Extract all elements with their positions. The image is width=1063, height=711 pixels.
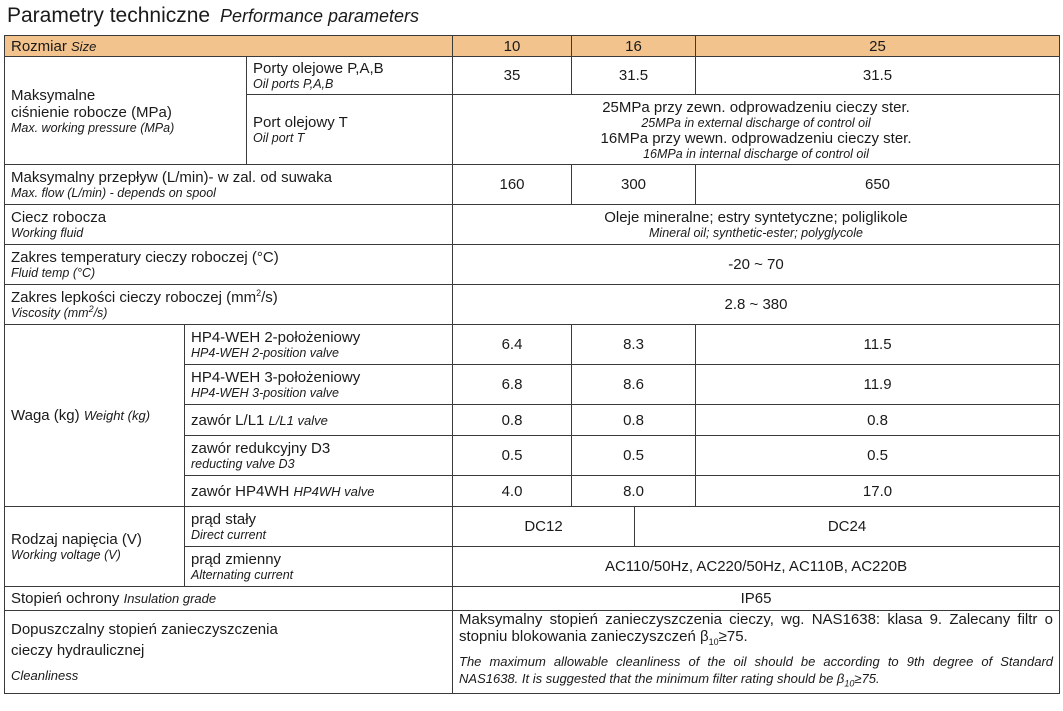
weight-value: 17.0 <box>696 476 1060 507</box>
weight-value: 11.9 <box>696 365 1060 405</box>
voltage-label: Rodzaj napięcia (V) Working voltage (V) <box>5 507 185 587</box>
weight-value: 0.8 <box>453 405 572 436</box>
title-polish: Parametry techniczne <box>7 4 211 27</box>
size-header-label: Rozmiar Size <box>5 36 453 57</box>
weight-value: 0.8 <box>696 405 1060 436</box>
weight-value: 6.4 <box>453 325 572 365</box>
temperature-row <box>5 245 1060 285</box>
port-t-label: Port olejowy T Oil port T <box>247 95 453 165</box>
weight-value: 8.0 <box>572 476 696 507</box>
size-16-header: 16 <box>572 36 696 57</box>
weight-value: 6.8 <box>453 365 572 405</box>
cleanliness-value: Maksymalny stopień zanieczyszczenia cieczy, wg. NAS1638: klasa 9. Zalecany filtr o stopniu blokowania zanieczyszczeń $\beta_{10}\ge 75$. The maximum allowable cleanliness of the oil should be according to 9th degree of Standard NAS1638. It is suggested that the minimum filter rating should be $\beta_{10}\ge 75$. <box>453 611 1060 694</box>
header-row <box>5 36 1060 57</box>
dc-value-small: DC12 <box>453 507 635 547</box>
weight-value: 11.5 <box>696 325 1060 365</box>
flow-size10: 160 <box>453 165 572 205</box>
insulation-row <box>5 587 1060 611</box>
pressure-pab-size16: 31.5 <box>572 57 696 95</box>
temperature-label: Zakres temperatury cieczy roboczej (°C) Fluid temp (°C) <box>5 245 453 285</box>
weight-row-hp4weh-2pos <box>5 325 1060 365</box>
weight-item-label: zawór L/L1 L/L1 valve <box>185 405 453 436</box>
flow-label: Maksymalny przepływ (L/min)- w zal. od suwaka Max. flow (L/min) - depends on spool <box>5 165 453 205</box>
ports-pab-label: Porty olejowe P,A,B Oil ports P,A,B <box>247 57 453 95</box>
pressure-pab-size25: 31.5 <box>696 57 1060 95</box>
fluid-row <box>5 205 1060 245</box>
pressure-label: Maksymalne ciśnienie robocze (MPa) Max. working pressure (MPa) <box>5 57 247 165</box>
flow-size16: 300 <box>572 165 696 205</box>
voltage-row-dc <box>5 507 1060 547</box>
weight-value: 0.5 <box>453 436 572 476</box>
temperature-value: -20 ~ 70 <box>453 245 1060 285</box>
pressure-row-pab <box>5 57 1060 95</box>
weight-value: 0.8 <box>572 405 696 436</box>
weight-item-label: zawór redukcyjny D3 reducting valve D3 <box>185 436 453 476</box>
weight-value: 8.6 <box>572 365 696 405</box>
dc-value-large: DC24 <box>635 507 1060 547</box>
weight-label: Waga (kg) Weight (kg) <box>5 325 185 507</box>
weight-item-label: HP4-WEH 2-położeniowy HP4-WEH 2-position valve <box>185 325 453 365</box>
viscosity-value: 2.8 ~ 380 <box>453 285 1060 325</box>
performance-parameters-table <box>4 35 1060 694</box>
alternating-current-label: prąd zmienny Alternating current <box>185 547 453 587</box>
title-english: Performance parameters <box>219 6 420 26</box>
fluid-value: Oleje mineralne; estry syntetyczne; poliglikole Mineral oil; synthetic-ester; polyglycole <box>453 205 1060 245</box>
flow-row <box>5 165 1060 205</box>
port-t-value: 25MPa przy zewn. odprowadzeniu cieczy ster. 25MPa in external discharge of control oil 16MPa przy wewn. odprowadzeniu cieczy ster. 16MPa in internal discharge of control oil <box>453 95 1060 165</box>
fluid-label: Ciecz robocza Working fluid <box>5 205 453 245</box>
flow-size25: 650 <box>696 165 1060 205</box>
viscosity-row <box>5 285 1060 325</box>
cleanliness-label: Dopuszczalny stopień zanieczyszczenia cieczy hydraulicznej Cleanliness <box>5 611 453 694</box>
weight-value: 8.3 <box>572 325 696 365</box>
viscosity-label: Zakres lepkości cieczy roboczej $(mm^2/s)$ Viscosity $(mm^2/s)$ <box>5 285 453 325</box>
cleanliness-row <box>5 611 1060 694</box>
weight-value: 0.5 <box>696 436 1060 476</box>
direct-current-label: prąd stały Direct current <box>185 507 453 547</box>
insulation-value: IP65 <box>453 587 1060 611</box>
weight-value: 4.0 <box>453 476 572 507</box>
insulation-label: Stopień ochrony Insulation grade <box>5 587 453 611</box>
pressure-pab-size10: 35 <box>453 57 572 95</box>
weight-value: 0.5 <box>572 436 696 476</box>
size-10-header: 10 <box>453 36 572 57</box>
weight-item-label: zawór HP4WH HP4WH valve <box>185 476 453 507</box>
page-title <box>7 4 419 28</box>
weight-item-label: HP4-WEH 3-położeniowy HP4-WEH 3-position valve <box>185 365 453 405</box>
size-25-header: 25 <box>696 36 1060 57</box>
ac-value: AC110/50Hz, AC220/50Hz, AC110B, AC220B <box>453 547 1060 587</box>
